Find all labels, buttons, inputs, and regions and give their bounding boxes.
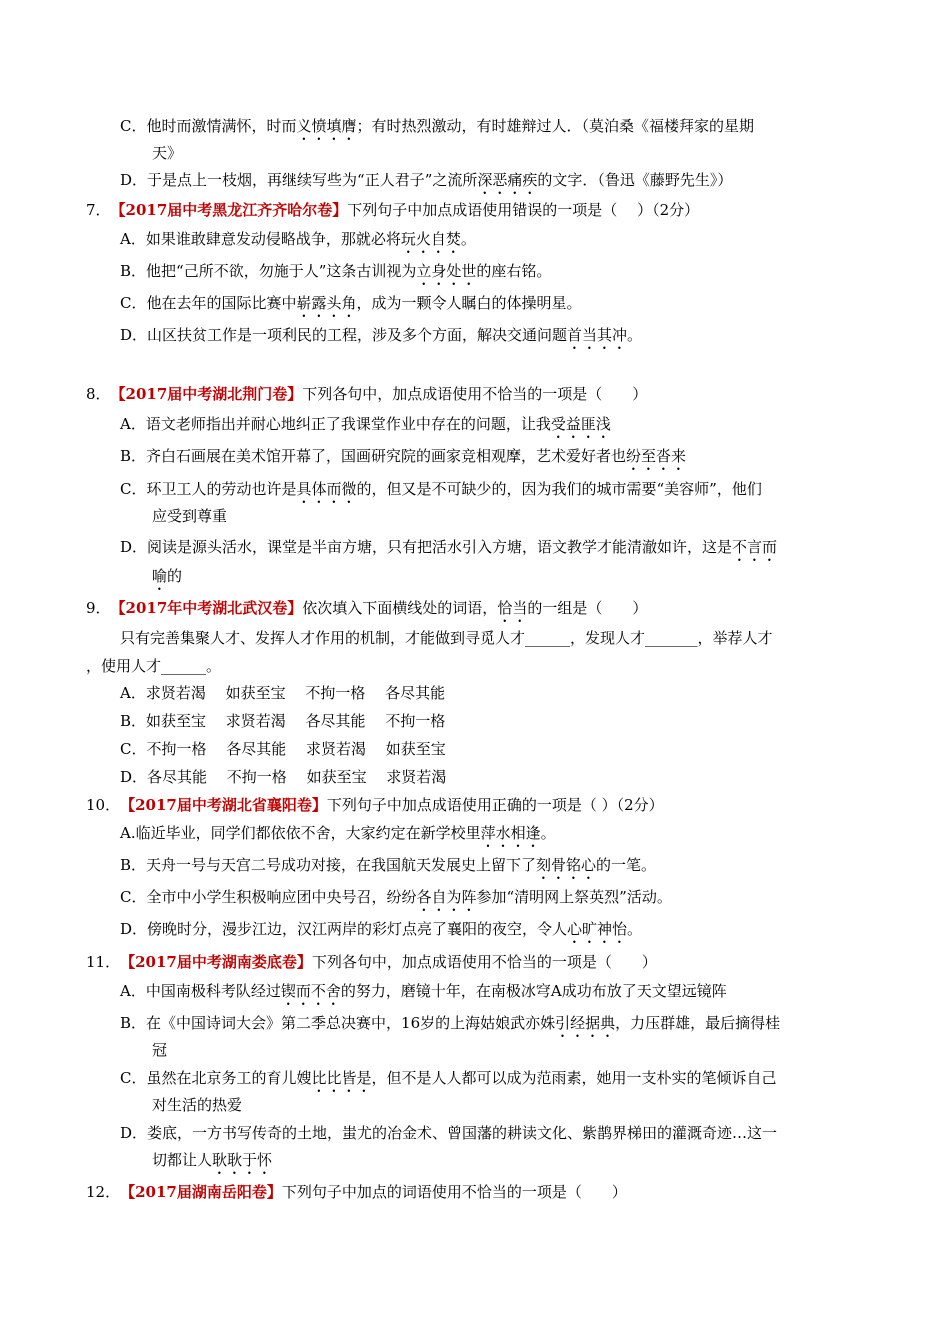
text: D．阅读是源头活水，课堂是半亩方塘，只有把活水引入方塘，语文教学才能清澈如许，这是 [120,538,733,556]
text: 的一笔。 [596,856,657,874]
q9-option-a: A．求贤若渴 如获至宝 不拘一格 各尽其能 [120,684,446,702]
question-10 [86,795,664,815]
text: C．环卫工人的劳动也许是 [120,480,297,498]
dotted-idiom: 刻骨铭心 [536,856,597,874]
q6-option-c-line2: 天》 [152,144,183,162]
q10-option-d [120,919,642,947]
question-source: 【2017届湖南岳阳卷】 [120,1183,282,1201]
question-number: 12． [86,1183,121,1201]
dotted-idiom: 比比皆是 [311,1069,372,1087]
text: A．如果谁敢肆意发动侵略战争，那就必将 [120,230,401,248]
dotted-idiom: 心旷神怡 [567,920,628,938]
dotted-idiom: 不言而 [732,538,778,556]
q8-option-b [120,446,686,474]
question-number: 7． [86,201,111,219]
text: B．在《中国诗词大会》第二季总决赛中，16岁的上海姑娘武亦姝 [120,1014,556,1032]
dotted-idiom: 义愤填膺 [296,117,357,135]
question-8 [86,384,647,404]
q11-option-d-line1: D．娄底，一方书写传奇的土地，蚩尤的冶金术、曾国藩的耕读文化、紫鹊界梯田的灌溉奇迹…这一 [120,1124,778,1142]
text: 参加“清明网上祭英烈”活动。 [476,888,672,906]
text: B．齐白石画展在美术馆开幕了，国画研究院的画家竞相观摩，艺术爱好者也 [120,447,627,465]
text: C．虽然在北京务工的育儿嫂 [120,1069,312,1087]
text: 的 [167,567,183,585]
q9-option-b: B．如获至宝 求贤若渴 各尽其能 不拘一格 [120,712,446,730]
q11-option-c-line2: 对生活的热爱 [152,1096,243,1114]
q8-option-c-line1 [120,479,762,507]
text: A．语文老师指出并耐心地纠正了我课堂作业中存在的问题，让我 [120,415,551,433]
q7-option-a [120,229,476,257]
text: 的文字．（鲁迅《藤野先生》） [537,171,733,189]
dotted-idiom: 喻 [152,567,168,585]
q11-option-c-line1 [120,1068,777,1096]
question-source: 【2017届中考湖北省襄阳卷】 [120,796,327,814]
dotted-idiom: 萍水相逢 [480,824,541,842]
dotted-idiom: 玩火自焚 [400,230,461,248]
text: B．天舟一号与天宫二号成功对接，在我国航天发展史上留下了 [120,856,537,874]
text: A．中国南极科考队经过 [120,982,281,1000]
q6-option-c-line1 [120,116,754,144]
question-text: 的一组是（ ） [527,599,648,617]
q9-passage-line1: 只有完善集聚人才、发挥人才作用的机制，才能做到寻觅人才______，发现人才_______，举荐人才 [120,629,773,647]
q11-option-d-line2 [152,1150,272,1178]
text: A.临近毕业，同学们都依依不舍，大家约定在新学校里 [120,824,481,842]
text: B．他把“己所不欲，勿施于人”这条古训视为 [120,262,417,280]
question-text: 下列各句中，加点成语使用不恰当的一项是（ ） [302,385,648,403]
text: 。 [627,326,643,344]
dotted-idiom: 各自为阵 [416,888,477,906]
question-source: 【2017届中考黑龙江齐齐哈尔卷】 [110,201,348,219]
dotted-idiom: 崭露头角 [296,294,357,312]
q10-option-c [120,887,672,915]
dotted-word: 恰当 [497,599,528,617]
question-number: 11． [86,953,121,971]
question-source: 【2017年中考湖北武汉卷】 [110,599,303,617]
text: C．全市中小学生积极响应团中央号召，纷纷 [120,888,417,906]
q6-option-d [120,170,732,198]
q10-option-a [120,823,556,851]
question-number: 8． [86,385,111,403]
q7-option-b [120,261,551,289]
q9-passage-line2: ，使用人才______。 [86,657,222,675]
question-9 [86,598,647,626]
question-text: 下列句子中加点成语使用正确的一项是（ ）（2分） [326,796,664,814]
text: ，成为一颗令人瞩白的体操明星。 [356,294,582,312]
question-number: 9． [86,599,111,617]
question-text: 下列各句中，加点成语使用不恰当的一项是（ ） [311,953,657,971]
q8-option-d-line1 [120,537,777,565]
text: 的座右铭。 [476,262,552,280]
question-text: 下列句子中加点的词语使用不恰当的一项是（ ） [281,1183,627,1201]
text: 。 [540,824,556,842]
text: 的，但又是不可缺少的，因为我们的城市需要“美容师”，他们 [356,480,762,498]
question-12 [86,1182,627,1202]
q10-option-b [120,855,656,883]
question-source: 【2017届中考湖南娄底卷】 [120,953,312,971]
question-7 [86,200,699,220]
q11-option-b-line2: 冠 [152,1041,168,1059]
text: 。 [627,920,643,938]
text: C．他时而激情满怀，时而 [120,117,297,135]
dotted-idiom: 锲而不舍 [280,982,341,1000]
dotted-idiom: 引经据典 [555,1014,616,1032]
q8-option-d-line2 [152,566,182,594]
text: ；有时热烈激动，有时雄辩过人．（莫泊桑《福楼拜家的星期 [356,117,755,135]
q8-option-c-line2: 应受到尊重 [152,507,228,525]
question-text: 依次填入下面横线处的词语， [302,599,498,617]
text: D．傍晚时分，漫步江边，汉江两岸的彩灯点亮了襄阳的夜空，令人 [120,920,568,938]
question-11 [86,952,657,972]
question-text: 下列句子中加点成语使用错误的一项是（ ）（2分） [347,201,700,219]
q9-option-d: D．各尽其能 不拘一格 如获至宝 求贤若渴 [120,768,447,786]
dotted-idiom: 首当其冲 [567,326,628,344]
text: ，力压群雄，最后摘得桂 [615,1014,781,1032]
question-number: 10． [86,796,121,814]
dotted-idiom: 具体而微 [296,480,357,498]
q7-option-c [120,293,582,321]
dotted-idiom: 立身处世 [416,262,477,280]
q11-option-a [120,981,727,1009]
dotted-idiom: 纷至沓来 [626,447,687,465]
q7-option-d [120,325,642,353]
text: 。 [460,230,476,248]
question-source: 【2017届中考湖北荆门卷】 [110,385,303,403]
text: 切都让人 [152,1151,213,1169]
q8-option-a [120,414,611,442]
dotted-idiom: 受益匪浅 [550,415,611,433]
dotted-idiom: 深恶痛疾 [477,171,538,189]
q11-option-b-line1 [120,1013,780,1041]
text: D．于是点上一枝烟，再继续写些为“正人君子”之流所 [120,171,478,189]
text: D．山区扶贫工作是一项利民的工程，涉及多个方面，解决交通问题 [120,326,568,344]
q9-option-c: C．不拘一格 各尽其能 求贤若渴 如获至宝 [120,740,446,758]
text: 的努力，磨镜十年，在南极冰穹A成功布放了天文望远镜阵 [340,982,727,1000]
text: ，但不是人人都可以成为范雨素，她用一支朴实的笔倾诉自己 [371,1069,777,1087]
dotted-idiom: 耿耿于怀 [212,1151,273,1169]
text: C．他在去年的国际比赛中 [120,294,297,312]
